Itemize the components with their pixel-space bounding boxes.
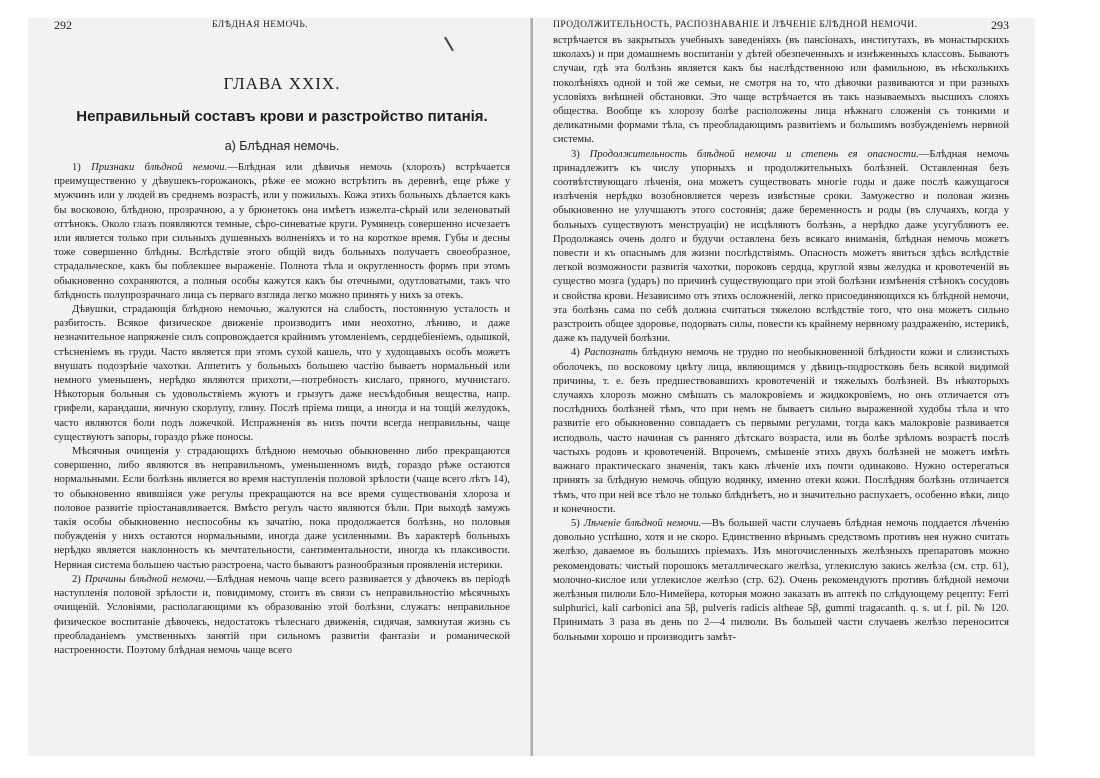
paragraph: Дѣвушки, страдающія блѣдною немочью, жалуются на слабость, постоянную усталость и разбитость. Всякое физическое движеніе производитъ ими неохотно, лѣниво, и даже незначительное напряженіе силъ сопровождается крайнимъ утомленіемъ, сердцебіеніемъ, одышкой, стѣсненіемъ въ груди. Часто является при этомъ сухой кашель, что у худощавыхъ особъ можетъ внушать подозрѣніе чахотки. Аппетитъ у больныхъ большею частію бываетъ нормальный или немного уменьшенъ, нерѣдко являются прихоти,—потребность кислаго, пряного, мучнистаго. Нѣкоторыя больныя съ удовольствіемъ жуютъ и грызутъ даже несъѣдобныя вещества, напр. грифели, карандаши, яичную скорлупу, глину. Послѣ пріема пищи, а иногда и на тощій желудокъ, часто являются боли подъ ложечкой. Испражненія въ низъ почти всегда неправильны, чаще существуютъ запоры, гораздо рѣже поносы. — [54, 304, 510, 443]
left-body-text — [54, 161, 510, 658]
section-title: Неправильный составъ крови и разстройство питанія. — [76, 108, 488, 125]
chapter-heading: ГЛАВА XXIX. — [223, 74, 341, 93]
subsection-title: а) Блѣдная немочь. — [224, 139, 340, 153]
right-running-header — [553, 18, 1009, 32]
paragraph: 4) Распознать блѣдную немочь не трудно по необыкновенной блѣдности кожи и слизистыхъ оболочекъ, по восковому цвѣту лица, являющимся у дѣвицъ-подростковъ безъ всякой видимой причины, т. е. безъ предшествовавшихъ кровотеченій и тяжелыхъ болѣзней. Въ нѣкоторыхъ случаяхъ хлорозъ можно смѣшать съ малокровіемъ и жидкокровіемъ, но онъ отличается отъ послѣднихъ болѣзней тѣмъ, что при немъ не бываетъ сильно выраженной худобы тѣла и что развитіе его обыкновенно совпадаетъ съ первыми регулами, тогда какъ малокровіе развивается исподволь, часто начиная съ ранняго дѣтскаго возраста, или въ болѣе зрѣломъ возрастѣ послѣ частыхъ родовъ и кровотеченій. Впрочемъ, смѣшеніе этихъ двухъ болѣзней не можетъ имѣть важнаго практическаго значенія, такъ какъ лѣченіе ихъ почти одинаково. Нужно остерегаться принять за блѣдную немочь общую водянку, именно отеки кожи. Послѣдняя болѣзнь отличается тѣмъ, что при ней все тѣло не только блѣднѣетъ, но и значительно распухаетъ, особенно вѣки, лицо и конечности. — [553, 347, 1009, 515]
left-running-header — [54, 18, 510, 32]
right-page-number: 293 — [991, 18, 1009, 32]
paragraph: 2) Причины блѣдной немочи.—Блѣдная немочь чаще всего развивается у дѣвочекъ въ періодѣ наступленія половой зрѣлости и, повидимому, стоитъ въ связи съ неправильностію мѣсячныхъ очищеній. Условіями, располагающими къ образованію этой болѣзни, служатъ: неправильное физическое воспитаніе дѣвочекъ, недостатокъ тѣлеснаго движенія, сидячая, замкнутая жизнь съ преобладаніемъ умственныхъ занятій при сильномъ развитіи фантазіи и романической настроенности. Поэтому блѣдная немочь чаще всего — [54, 573, 510, 656]
right-running-head: ПРОДОЛЖИТЕЛЬНОСТЬ, РАСПОЗНАВАНІЕ И ЛѢЧЕНІЕ БЛѢДНОЙ НЕМОЧИ. — [553, 20, 918, 30]
paragraph: встрѣчается въ закрытыхъ учебныхъ заведеніяхъ (въ пансіонахъ, институтахъ, въ монастырскихъ школахъ) и при домашнемъ воспитаніи у дѣтей обезпеченныхъ и изнѣженныхъ классовъ. Бываютъ случаи, гдѣ эта болѣзнь является какъ бы наслѣдственною или фамильною, въ нѣсколькихъ поколѣніяхъ одной и той же семьи, не смотря на то, что дѣвочки развиваются и при разныхъ условіяхъ внѣшней обстановки. Это чаще встрѣчается въ такъ называемыхъ высшихъ слояхъ общества. Вообще къ хлорозу болѣе расположены лица нѣжнаго сложенія съ тонкими и деликатными формами тѣла, съ преобладающимъ развитіемъ и большимъ возбужденіемъ нервной системы. — [553, 35, 1009, 146]
paragraph: 1) Признаки блѣдной немочи.—Блѣдная или дѣвичья немочь (хлорозъ) встрѣчается преимущественно у дѣвушекъ-горожанокъ, рѣже ее можно встрѣтить въ деревнѣ, еще рѣже у мужчинъ или у людей въ среднемъ возрастѣ, или у пожилыхъ. Кожа этихъ больныхъ дѣлается какъ бы восковою, блѣдною, прозрачною, а у брюнетокъ она имѣетъ изжелта-сѣрый или зеленоватый оттѣнокъ. Около глазъ появляются темные, сѣро-синеватые круги. Румянецъ совершенно исчезаетъ или является только при сильныхъ душевныхъ волненіяхъ и то на короткое время. Губы и десны тоже совершенно блѣдны. Вслѣдствіе этого общій видъ больныхъ получаетъ своеобразное, страдальческое, какъ бы поблекшее выраженіе. Полнота тѣла и округленность формъ при этомъ обыкновенно сохраняются, а полныя особы кажутся какъ бы отечными, одутловатыми, такъ что блѣдность полупрозрачнаго лица съ перваго взгляда легко можно принять у нихъ за отекъ. — [54, 162, 510, 301]
right-page — [533, 18, 1035, 756]
left-page-number: 292 — [54, 18, 72, 32]
left-running-head: БЛѢДНАЯ НЕМОЧЬ. — [212, 20, 309, 30]
paragraph: 5) Лѣченіе блѣдной немочи.—Въ большей части случаевъ блѣдная немочь поддается лѣченію довольно успѣшно, хотя и не скоро. Единственно вѣрнымъ средствомъ противъ нея нужно считать желѣзо, даваемое въ большихъ пріемахъ. Изъ многочисленныхъ желѣзныхъ препаратовъ можно рекомендовать: чистый порошокъ металлическаго желѣза, углекислую закись желѣза (см. стр. 61), молочно-кислое или углекислое желѣзо (стр. 62). Очень рекомендуютъ противъ блѣдной немочи желѣзныя пилюли Бло-Нимейера, которыя можно заказать въ аптекѣ по слѣдующему рецепту: Ferri sulphurici, kali carbonici ana 5β, pulveris radicis altheae 5β, gummi tragacanth. q. s. ut f. pil. № 120. Принимать 3 раза въ день по 2—4 пилюли. Въ большей части случаевъ желѣзо переносится больными хорошо и производитъ замѣт- — [553, 517, 1009, 643]
left-page — [28, 18, 531, 756]
right-body-text — [553, 34, 1009, 645]
paragraph: 3) Продолжительность блѣдной немочи и степень ея опасности.—Блѣдная немочь принадлежитъ къ числу упорныхъ и продолжительныхъ болѣзней. Оставленная безъ соотвѣтствующаго лѣченія, она можетъ существовать многіе годы и даже послѣ кажущагося излѣченія нерѣдко возобновляется черезъ извѣстные сроки. Замужество и половая жизнь обыкновенно не улучшаютъ этого состоянія; даже беременность и роды (въ случаяхъ, когда у больныхъ существуютъ менструаціи) не исцѣляютъ болѣзнь, а нерѣдко даже усугубляютъ ее. Продолжаясь очень долго и будучи оставлена безъ всякаго вниманія, блѣдная немочь можетъ повести и къ опаснымъ для жизни послѣдствіямъ. Опасность можетъ явиться здѣсь вслѣдствіе легкой возможности развитія чахотки, пороковъ сердца, круглой язвы желудка и кровотеченій въ существо мозга (ударъ) по причинѣ существующаго при этой болѣзни измѣненія стѣнокъ сосудовъ и свойства крови. Независимо отъ этихъ осложненій, легко присоединяющихся къ блѣдной немочи, эта болѣзнь сама по себѣ должна считаться тяжелою вслѣдствіе того, что она можетъ сильно разстроить общее здоровье, подорвать силы, повести къ крайнему нервному раздраженію, истерикѣ, даже къ падучей болѣзни. — [553, 148, 1009, 345]
paragraph: Мѣсячныя очищенія у страдающихъ блѣдною немочью обыкновенно либо прекращаются совершенно, либо являются въ неправильномъ, уменьшенномъ видѣ, гораздо рѣже остаются нормальными. Если болѣзнь является во время наступленія половой зрѣлости (чаще всего лѣтъ 14), то обыкновенно явившіяся уже регулы прекращаются на все время существованія хлороза и половое развитіе пріостанавливается. Вмѣсто регулъ часто являются бѣли. При выходѣ замужъ такія особы обыкновенно неспособны къ зачатію, пока продолжается болѣзнь, но половыя побужденія у нихъ остаются нормальными, иногда даже усиленными. Въ характерѣ больныхъ нерѣдко является наклонность къ мечтательности, сантиментальности, иногда къ плаксивости. Нервная система большею частью разстроена, часто бываютъ разнообразныя проявленія истерики. — [54, 446, 510, 571]
